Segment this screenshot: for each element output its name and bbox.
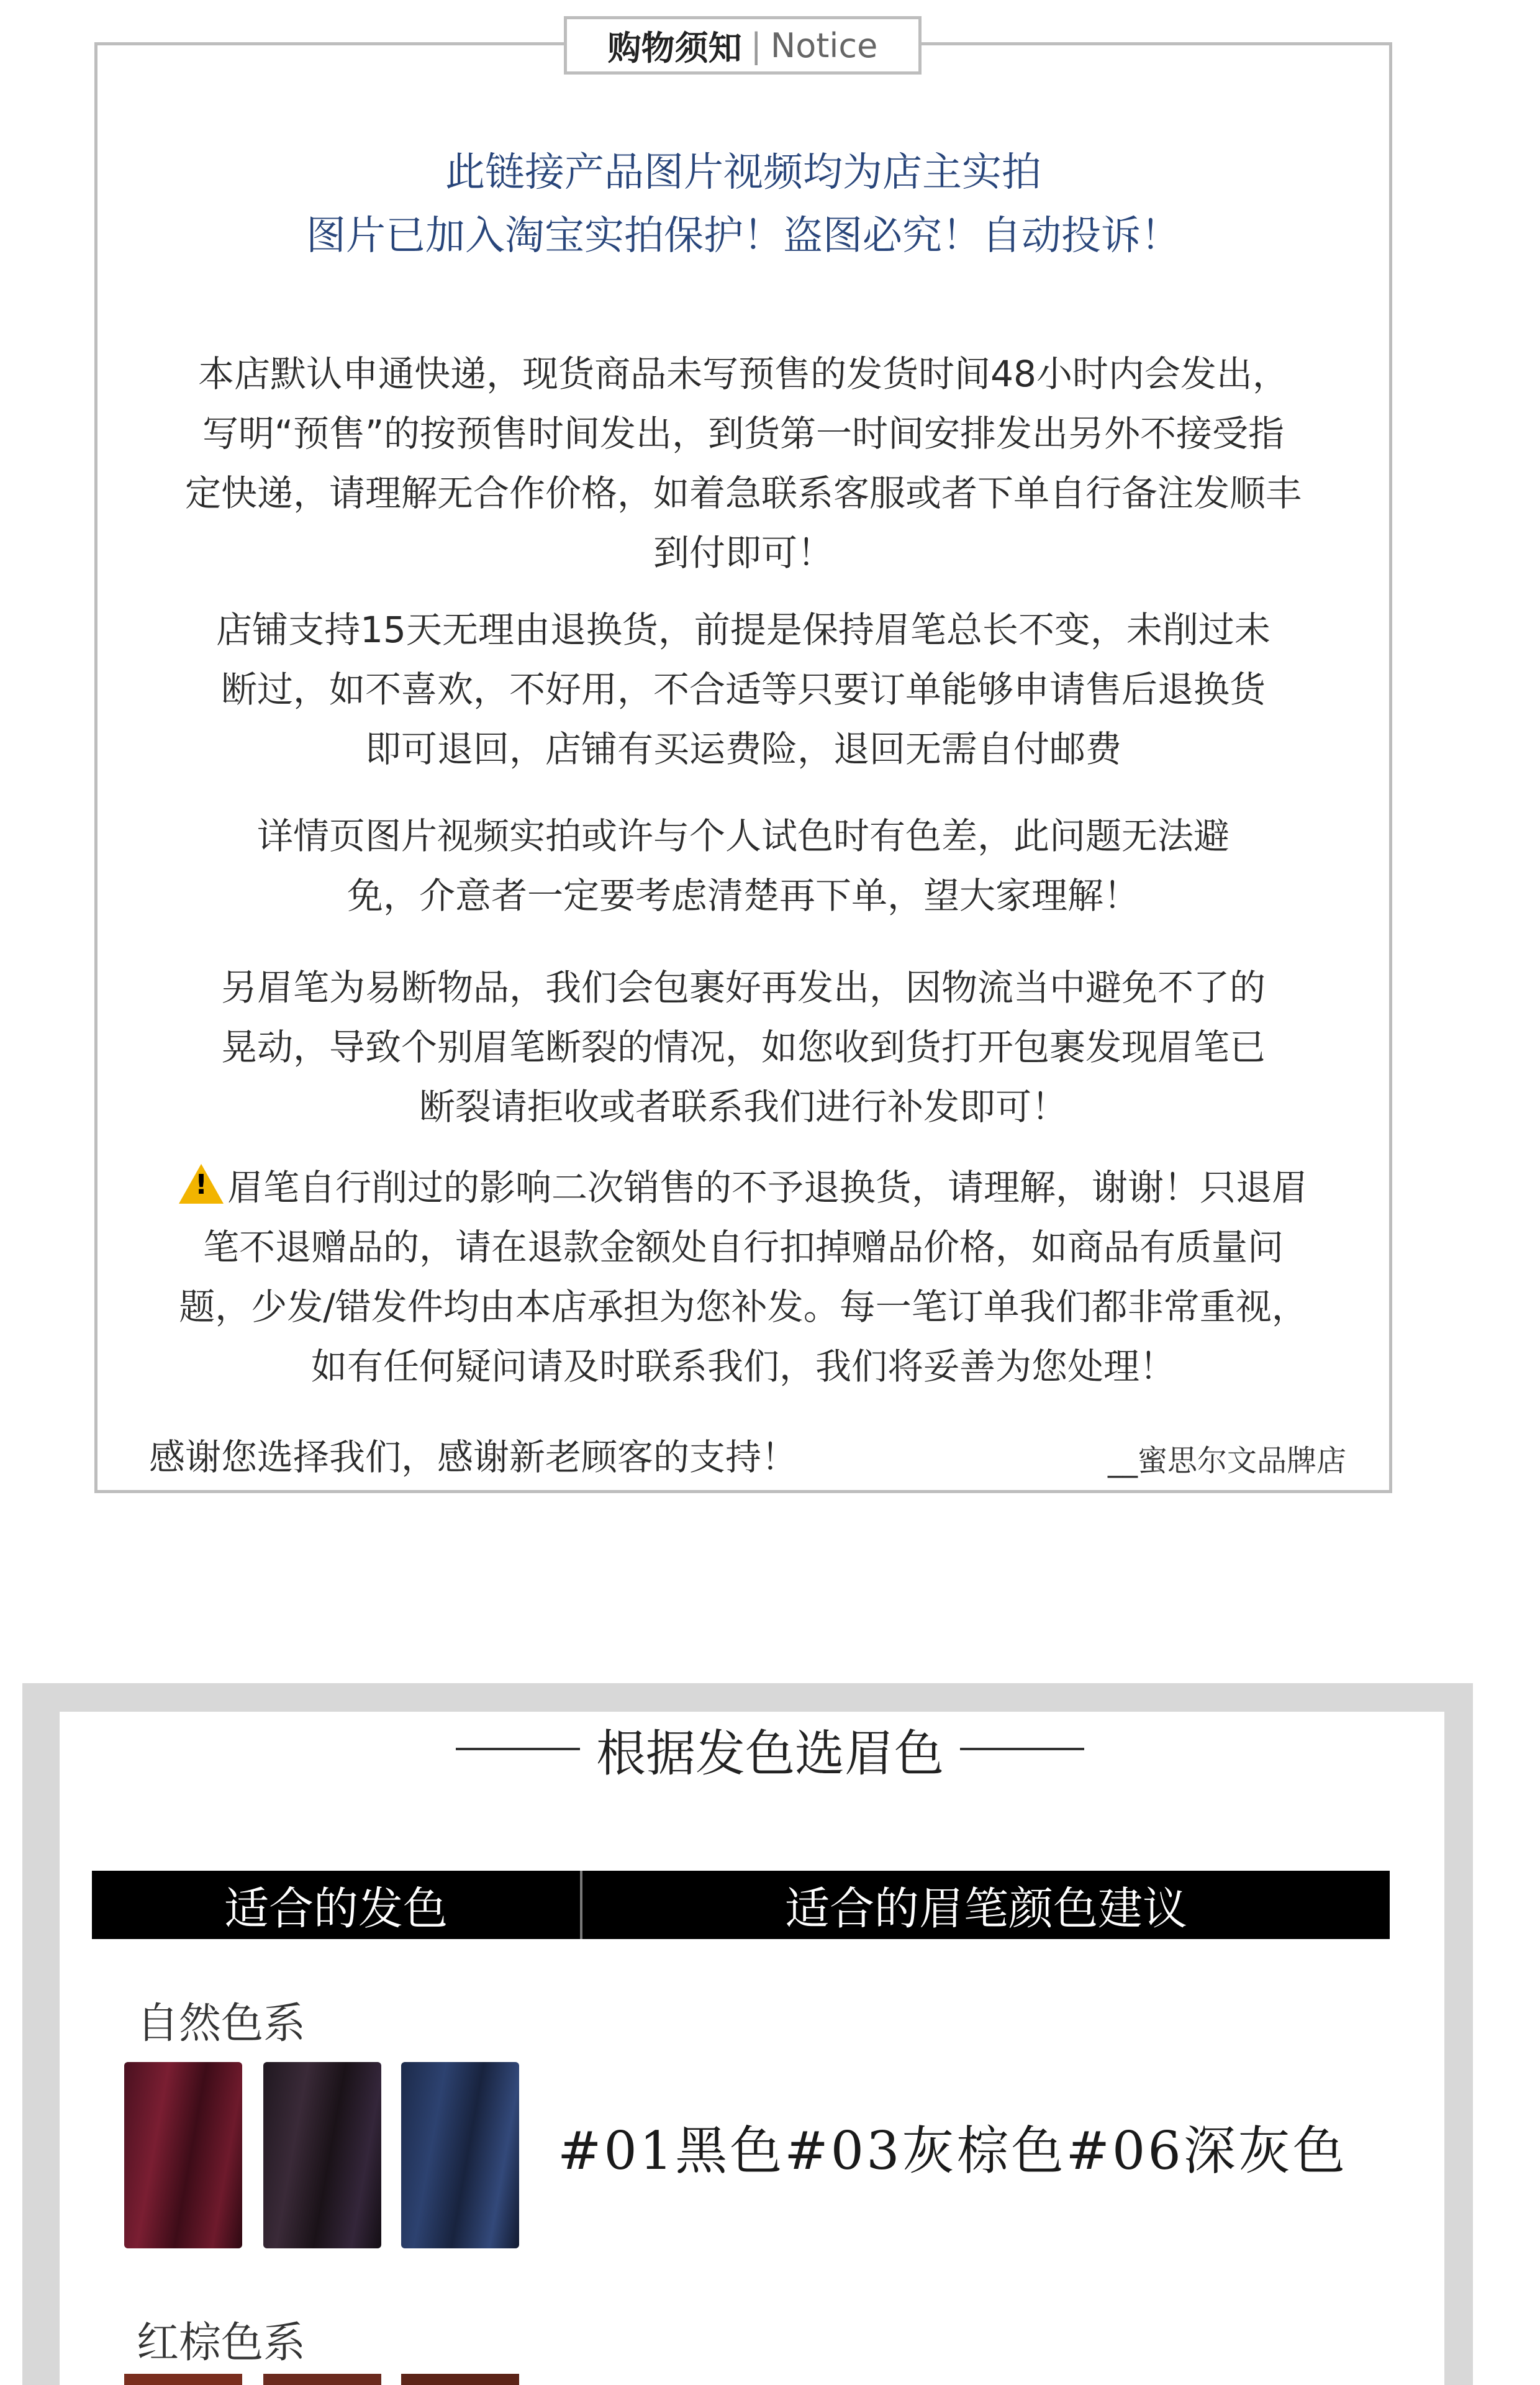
paragraph-line: 另眉笔为易断物品，我们会包裹好再发出，因物流当中避免不了的 xyxy=(220,966,1266,1009)
header-brow-color: 适合的眉笔颜色建议 xyxy=(784,1883,1187,1935)
group-label-natural: 自然色系 xyxy=(137,1999,306,2048)
color-guide-title-text: 根据发色选眉色 xyxy=(596,1724,944,1783)
hair-swatch-3 xyxy=(401,2062,519,2248)
hair-swatch-1 xyxy=(124,2062,242,2248)
notice-tab-separator: | xyxy=(750,25,762,65)
paragraph-line: 断裂请拒收或者联系我们进行补发即可！ xyxy=(419,1086,1067,1128)
notice-headline-1: 此链接产品图片视频均为店主实拍 xyxy=(445,150,1041,196)
notice-tab-cn: 购物须知 xyxy=(607,28,742,68)
paragraph-line: 如有任何疑问请及时联系我们，我们将妥善为您处理！ xyxy=(310,1345,1175,1388)
header-hair-color: 适合的发色 xyxy=(92,1871,582,1939)
paragraph-line: 店铺支持15天无理由退换货，前提是保持眉笔总长不变，未削过未 xyxy=(216,609,1270,651)
color-guide-title xyxy=(0,1712,1540,1786)
paragraph-line: 定快递，请理解无合作价格，如着急联系客服或者下单自行备注发顺丰 xyxy=(184,472,1302,514)
brow-color-suggestion: #01黑色#03灰棕色#06深灰色 xyxy=(558,2120,1348,2181)
paragraph-line: 笔不退赠品的，请在退款金额处自行扣掉赠品价格，如商品有质量问 xyxy=(202,1226,1284,1268)
thanks-text: 感谢您选择我们，感谢新老顾客的支持！ xyxy=(149,1436,798,1478)
paragraph-line: 详情页图片视频实拍或许与个人试色时有色差，此问题无法避 xyxy=(256,815,1230,857)
title-rule-right xyxy=(960,1748,1084,1750)
store-signature: __蜜思尔文品牌店 xyxy=(1108,1443,1347,1478)
notice-paragraph-color-difference xyxy=(94,806,1392,925)
group-label-red-brown: 红棕色系 xyxy=(137,2319,306,2368)
notice-paragraph-breakage xyxy=(94,958,1392,1137)
paragraph-line: 本店默认申通快递，现货商品未写预售的发货时间48小时内会发出， xyxy=(198,353,1289,395)
paragraph-line: 即可退回，店铺有买运费险，退回无需自付邮费 xyxy=(365,728,1121,770)
hair-swatch-red-3 xyxy=(401,2374,519,2385)
paragraph-line xyxy=(94,1158,1392,1217)
paragraph-line: 到付即可！ xyxy=(653,532,833,574)
notice-paragraph-warning xyxy=(94,1158,1392,1396)
color-guide-header xyxy=(92,1871,1390,1939)
title-rule-left xyxy=(456,1748,580,1750)
notice-headline-2: 图片已加入淘宝实拍保护！盗图必究！自动投诉！ xyxy=(306,213,1180,259)
hair-swatch-red-1 xyxy=(124,2374,242,2385)
warning-icon xyxy=(179,1164,224,1204)
warning-text: 眉笔自行削过的影响二次销售的不予退换货，请理解，谢谢！只退眉 xyxy=(227,1166,1308,1209)
notice-tab-en: Notice xyxy=(770,25,878,65)
paragraph-line: 题，少发/错发件均由本店承担为您补发。每一笔订单我们都非常重视， xyxy=(179,1286,1308,1328)
paragraph-line: 断过，如不喜欢，不好用，不合适等只要订单能够申请售后退换货 xyxy=(220,668,1266,711)
paragraph-line: 写明“预售”的按预售时间发出，到货第一时间安排发出另外不接受指 xyxy=(202,412,1285,455)
notice-paragraph-returns xyxy=(94,600,1392,779)
hair-swatch-red-2 xyxy=(263,2374,381,2385)
notice-paragraph-shipping xyxy=(94,344,1392,583)
hair-swatch-2 xyxy=(263,2062,381,2248)
paragraph-line: 晃动，导致个别眉笔断裂的情况，如您收到货打开包裹发现眉笔已 xyxy=(220,1026,1266,1068)
notice-tab xyxy=(564,16,922,75)
paragraph-line: 免，介意者一定要考虑清楚再下单，望大家理解！ xyxy=(346,874,1139,917)
